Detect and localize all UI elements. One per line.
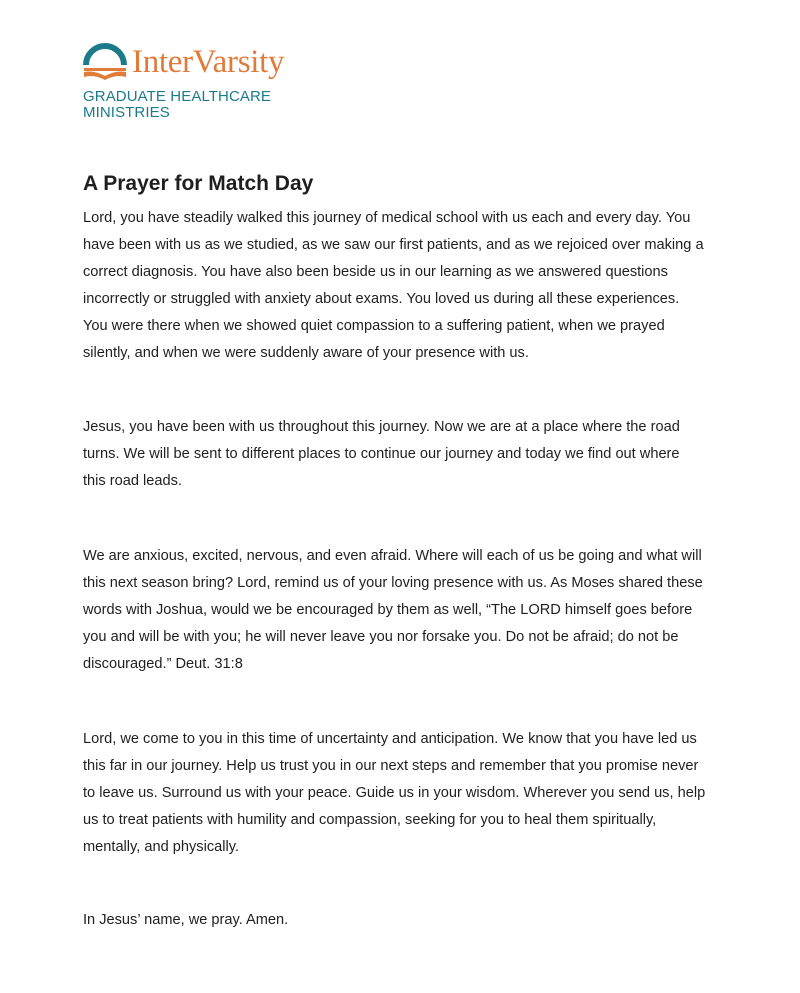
paragraph-line: mentally, and physically. [83, 839, 240, 855]
paragraph-line: this next season bring? Lord, remind us of your loving presence with us. As Moses shared these [83, 575, 703, 591]
paragraph-1 [83, 205, 733, 367]
paragraph-line: correct diagnosis. You have also been beside us in our learning as we answered questions [83, 264, 668, 280]
paragraph-line: Lord, we come to you in this time of uncertainty and anticipation. We know that you have led us [83, 731, 697, 747]
paragraph-line: words with Joshua, would we be encouraged by them as well, “The LORD himself goes before [83, 602, 693, 618]
org-subtitle-line1: GRADUATE HEALTHCARE [83, 88, 272, 105]
paragraph-line: Jesus, you have been with us throughout this journey. Now we are at a place where the road [83, 419, 680, 435]
paragraph-line: turns. We will be sent to different places to continue our journey and today we find out where [83, 446, 680, 462]
paragraph-line: you and will be with you; he will never leave you nor forsake you. Do not be afraid; do not be [83, 629, 679, 645]
paragraph-line: In Jesus’ name, we pray. Amen. [83, 912, 289, 928]
paragraph-line: this far in our journey. Help us trust you in our next steps and remember that you promise never [83, 758, 699, 774]
org-name: InterVarsity [132, 44, 285, 80]
org-subtitle-line2: MINISTRIES [83, 104, 170, 121]
paragraph-line: to leave us. Surround us with your peace. Guide us in your wisdom. Wherever you send us, help [83, 785, 706, 801]
page-title: A Prayer for Match Day [83, 172, 314, 195]
paragraph-3 [83, 543, 733, 678]
paragraph-line: You were there when we showed quiet compassion to a suffering patient, when we prayed [83, 318, 665, 334]
paragraph-line: silently, and when we were suddenly aware of your presence with us. [83, 345, 529, 361]
paragraph-line: incorrectly or struggled with anxiety about exams. You loved us during all these experiences. [83, 291, 680, 307]
paragraph-line: Lord, you have steadily walked this journey of medical school with us each and every day. You [83, 210, 691, 226]
paragraph-4 [83, 726, 733, 861]
intervarsity-logo [82, 40, 312, 122]
intervarsity-emblem-icon [82, 41, 128, 81]
paragraph-2 [83, 414, 733, 495]
paragraph-line: discouraged.” Deut. 31:8 [83, 656, 243, 672]
paragraph-line: We are anxious, excited, nervous, and even afraid. Where will each of us be going and what will [83, 548, 702, 564]
paragraph-5-closing [83, 907, 733, 934]
paragraph-line: this road leads. [83, 473, 182, 489]
paragraph-line: us to treat patients with humility and compassion, seeking for you to heal them spiritually, [83, 812, 657, 828]
paragraph-line: have been with us as we studied, as we saw our first patients, and as we rejoiced over making a [83, 237, 704, 253]
